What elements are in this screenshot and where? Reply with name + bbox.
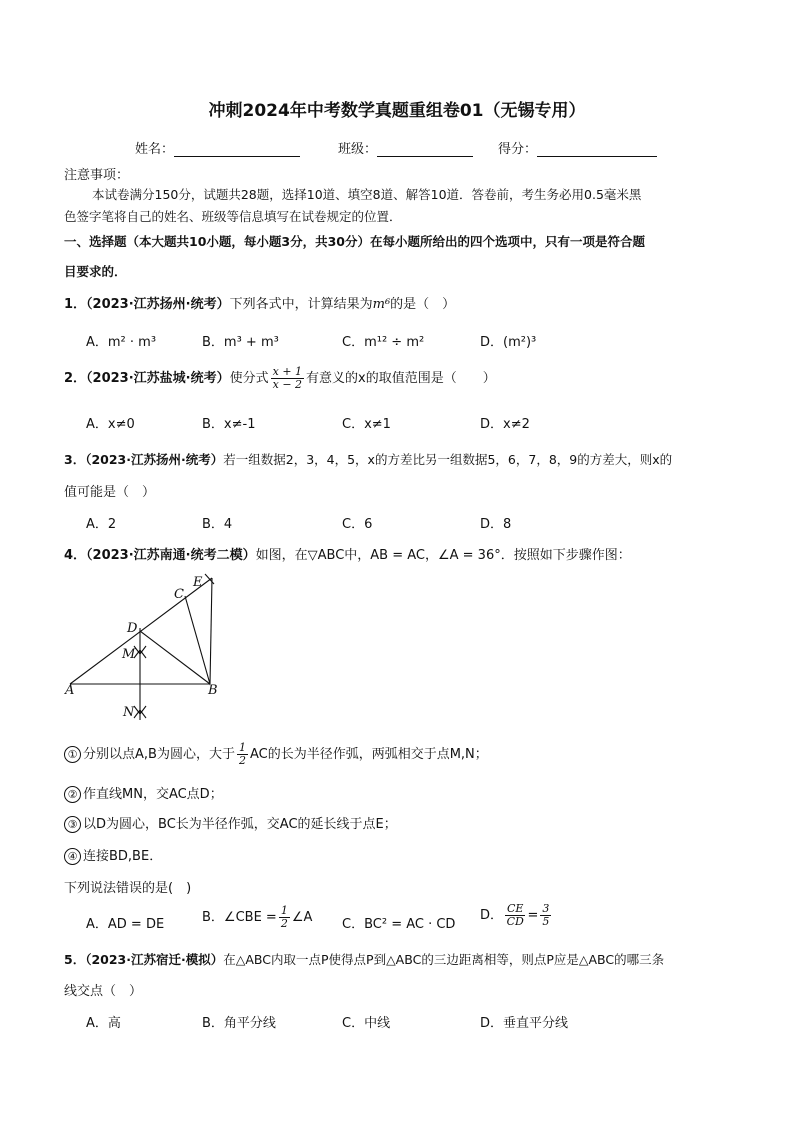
q3-option-d[interactable]: D．8	[480, 517, 512, 532]
q4-option-b-fraction	[279, 905, 290, 930]
q5-stem-line-1	[64, 950, 664, 968]
q4-option-d-equals: =	[527, 908, 539, 923]
label-c: C	[174, 587, 184, 602]
q4-step-1	[64, 742, 488, 767]
q2-option-b[interactable]: B．x≠-1	[202, 417, 256, 432]
q2-source: （2023·江苏盐城·统考）	[86, 371, 230, 386]
section-heading-1: 一、选择题（本大题共10小题，每小题3分，共30分）在每小题所给出的四个选项中，只有一项是符合题	[64, 234, 645, 249]
q2-fraction	[271, 366, 304, 391]
segment-be	[210, 578, 212, 684]
step-2-text: 作直线MN，交AC点D；	[83, 787, 223, 802]
q4-option-d-frac2-num: 3	[542, 902, 550, 915]
q4-option-c[interactable]: C．BC² = AC · CD	[342, 917, 456, 932]
q5-number: 5．	[64, 952, 86, 967]
q2-option-d[interactable]: D．x≠2	[480, 417, 530, 432]
q3-option-b[interactable]: B．4	[202, 517, 233, 532]
q5-option-c[interactable]: C．中线	[342, 1016, 391, 1031]
q1-text-a: 下列各式中，计算结果为	[229, 297, 373, 312]
q5-option-b[interactable]: B．角平分线	[202, 1016, 276, 1031]
q2-option-a[interactable]: A．x≠0	[86, 417, 135, 432]
q4-option-a[interactable]: A．AD = DE	[86, 917, 165, 932]
q4-number: 4．	[64, 548, 87, 563]
step-3-marker: ③	[64, 816, 81, 833]
step-1-text-a: 分别以点A,B为圆心，大于	[83, 747, 235, 762]
label-e: E	[193, 575, 203, 590]
q1-option-d[interactable]: D．(m²)³	[480, 335, 537, 350]
q5-stem-line-2: 线交点（ ）	[64, 984, 143, 999]
segment-bc	[185, 596, 210, 684]
notice-line-2: 色签字笔将自己的姓名、班级等信息填写在试卷规定的位置．	[64, 209, 402, 224]
q5-option-a[interactable]: A．高	[86, 1016, 121, 1031]
q4-stem	[64, 544, 631, 563]
q4-option-b[interactable]	[202, 905, 312, 930]
score-label: 得分：	[498, 142, 538, 157]
step-2-marker: ②	[64, 786, 81, 803]
q2-option-c[interactable]: C．x≠1	[342, 417, 391, 432]
q4-step-3	[64, 813, 397, 833]
q2-number: 2．	[64, 371, 87, 386]
step-1-fraction	[237, 742, 248, 767]
q4-option-d-frac2-den: 5	[542, 915, 550, 928]
label-m: M	[122, 647, 136, 662]
q2-text-b: 有意义的x的取值范围是（ ）	[306, 371, 496, 386]
notice-heading: 注意事项：	[64, 168, 130, 183]
q4-option-b-text-a: B．∠CBE =	[202, 910, 277, 925]
q3-stem-line-2: 值可能是（ ）	[64, 485, 156, 500]
label-d: D	[127, 621, 138, 636]
step-1-marker: ①	[64, 746, 81, 763]
q4-step-4	[64, 845, 162, 865]
class-field[interactable]	[338, 138, 473, 157]
q4-figure	[62, 570, 232, 725]
label-a: A	[65, 683, 75, 698]
class-blank[interactable]	[377, 142, 473, 157]
q3-option-c[interactable]: C．6	[342, 517, 373, 532]
q3-option-a[interactable]: A．2	[86, 517, 117, 532]
q2-text-a: 使分式	[229, 371, 269, 386]
q3-stem-line-1	[64, 450, 672, 468]
section-heading-2: 目要求的．	[64, 264, 127, 279]
step-4-marker: ④	[64, 848, 81, 865]
step-4-text: 连接BD,BE．	[83, 849, 163, 864]
class-label: 班级：	[338, 142, 378, 157]
q4-option-d-fraction-1	[505, 903, 525, 928]
score-blank[interactable]	[537, 142, 657, 157]
q2-stem	[64, 366, 496, 391]
name-field[interactable]	[135, 138, 300, 157]
q4-option-d-fraction-2	[540, 903, 551, 928]
q1-option-c[interactable]: C．m¹² ÷ m²	[342, 335, 425, 350]
q4-text: 如图，在▽ABC中，AB = AC，∠A = 36°．按照如下步骤作图：	[255, 548, 631, 563]
q1-source: （2023·江苏扬州·统考）	[86, 297, 230, 312]
q1-stem	[64, 293, 455, 312]
q4-option-d-frac1-num: CE	[507, 902, 524, 915]
name-label: 姓名：	[135, 142, 175, 157]
q1-power: m⁶	[372, 297, 391, 312]
step-1-frac-den: 2	[238, 754, 246, 767]
q4-option-b-text-b: ∠A	[291, 910, 313, 925]
page-title: 冲刺2024年中考数学真题重组卷01（无锡专用）	[208, 101, 586, 121]
segment-bd	[140, 631, 210, 684]
score-field[interactable]	[498, 138, 657, 157]
step-1-text-b: AC的长为半径作弧，两弧相交于点M,N；	[249, 747, 488, 762]
q4-source: （2023·江苏南通·统考二模）	[86, 548, 256, 563]
q4-question: 下列说法错误的是( )	[64, 881, 192, 896]
q4-option-d[interactable]	[480, 903, 553, 928]
q5-option-d[interactable]: D．垂直平分线	[480, 1016, 569, 1031]
q1-option-b[interactable]: B．m³ + m³	[202, 335, 279, 350]
line-ae	[70, 578, 212, 684]
notice-line-1: 本试卷满分150分，试题共28题，选择10道、填空8道、解答10道．答卷前，考生务必用0.5毫米黑	[92, 187, 642, 202]
q4-option-b-frac-num: 1	[280, 904, 288, 917]
q4-option-d-frac1-den: CD	[506, 915, 524, 928]
q5-source: （2023·江苏宿迁·模拟）	[85, 952, 224, 967]
q4-option-d-label: D．	[480, 908, 504, 923]
q2-frac-num: x + 1	[272, 365, 303, 378]
step-1-frac-num: 1	[238, 741, 246, 754]
label-b: B	[208, 683, 218, 698]
q5-text-1: 在△ABC内取一点P使得点P到△ABC的三边距离相等，则点P应是△ABC的哪三条	[223, 952, 665, 967]
label-n: N	[123, 705, 135, 720]
q3-source: （2023·江苏扬州·统考）	[85, 452, 224, 467]
q4-option-b-frac-den: 2	[280, 917, 288, 930]
q1-option-a[interactable]: A．m² · m³	[86, 335, 157, 350]
q2-frac-den: x − 2	[272, 378, 303, 391]
q1-text-b: 的是（ ）	[390, 297, 456, 312]
name-blank[interactable]	[174, 142, 300, 157]
q3-text-1: 若一组数据2，3，4，5，x的方差比另一组数据5，6，7，8，9的方差大，则x的	[223, 452, 673, 467]
step-3-text: 以D为圆心，BC长为半径作弧，交AC的延长线于点E；	[83, 817, 397, 832]
q4-step-2	[64, 783, 223, 803]
q1-number: 1．	[64, 297, 87, 312]
q3-number: 3．	[64, 452, 86, 467]
